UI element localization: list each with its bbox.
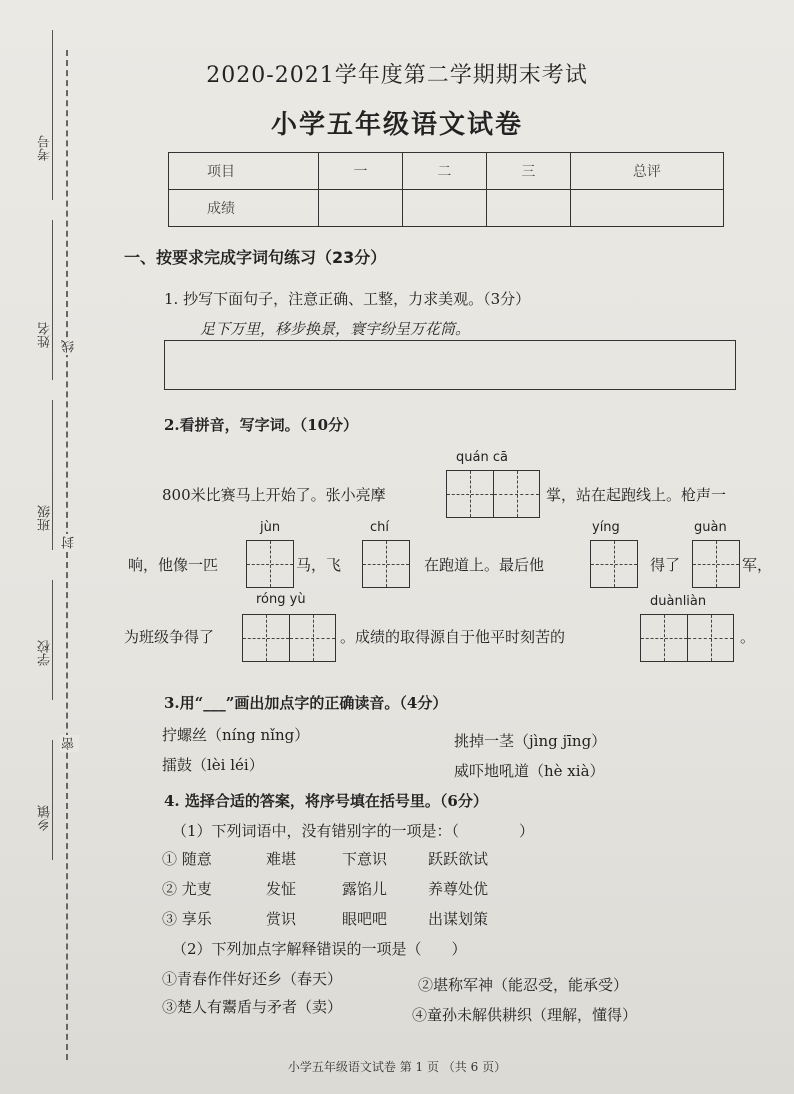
pinyin-label: róng yù: [256, 592, 306, 607]
binding-underline: [52, 400, 53, 550]
question-4-sub2[interactable]: （2）下列加点字解释错误的一项是（ ）: [172, 940, 467, 958]
score-table-cell: 成绩: [169, 190, 319, 227]
question-2-line1-text: 掌，站在起跑线上。枪声一: [546, 486, 727, 504]
pinyin-label: jùn: [260, 520, 281, 535]
question-2-line2-text: 军，: [742, 556, 773, 574]
score-table-cell: 项目: [169, 153, 319, 190]
exam-title: 2020-2021学年度第二学期期末考试: [206, 63, 588, 88]
option-word: 下意识: [342, 850, 388, 868]
question-2-line1-text: 800米比赛马上开始了。张小亮摩: [162, 486, 386, 504]
pinyin-label: chí: [370, 520, 389, 535]
score-table-cell: 三: [486, 153, 570, 190]
question-1-answer-box[interactable]: [164, 340, 736, 390]
option-word: ③ 享乐: [162, 910, 212, 928]
option-word: ① 随意: [162, 850, 212, 868]
question-2-line2-text: 马，飞: [296, 556, 342, 574]
option-word: 跃跃欲试: [428, 850, 489, 868]
question-2-line2-text: 在跑道上。最后他: [424, 556, 545, 574]
question-4-sub1[interactable]: （1）下列词语中，没有错别字的一项是：（ ）: [172, 822, 535, 840]
question-2-line3-text: 为班级争得了: [124, 628, 215, 646]
binding-word-seal: 封: [62, 536, 77, 549]
question-3-item[interactable]: 拧螺丝（níng nǐng）: [162, 726, 310, 744]
binding-label-township: 乡镇: [38, 805, 53, 831]
option-word: 难堪: [266, 850, 297, 868]
question-3-prompt: 3.用“___”画出加点字的正确读音。（4分）: [164, 694, 448, 712]
binding-underline: [52, 740, 53, 860]
score-table-score-row: [169, 190, 724, 227]
score-table-cell: 总评: [570, 153, 723, 190]
pinyin-label: duànliàn: [650, 594, 707, 609]
binding-label-name: 姓名: [38, 322, 53, 348]
option-word: 发怔: [266, 880, 297, 898]
question-1-sentence: 足下万里，移步换景，寰宇纷呈万花筒。: [200, 320, 471, 338]
question-4-prompt: 4. 选择合适的答案，将序号填在括号里。（6分）: [164, 792, 488, 810]
main-title: 小学五年级语文试卷: [270, 110, 523, 140]
section-title: 一、按要求完成字词句练习（23分）: [124, 248, 387, 267]
binding-label-school: 学校: [38, 640, 53, 666]
pinyin-label: quán cā: [456, 450, 508, 465]
option-word: 出谋划策: [428, 910, 489, 928]
option-word: 露馅儿: [342, 880, 388, 898]
binding-word-line: 线: [62, 340, 77, 353]
tianzige-answer-box[interactable]: [362, 540, 410, 588]
score-input-cell[interactable]: [570, 190, 723, 227]
page-footer: 小学五年级语文试卷 第 1 页 （共 6 页）: [287, 1060, 507, 1074]
pinyin-label: yíng: [592, 520, 620, 535]
score-table-cell: 一: [319, 153, 403, 190]
option-item: ③楚人有鬻盾与矛者（卖）: [162, 998, 343, 1016]
binding-label-class: 班级: [38, 505, 53, 531]
option-word: ② 尤叓: [162, 880, 212, 898]
tianzige-answer-box[interactable]: [640, 614, 734, 662]
score-table-header-row: [169, 153, 724, 190]
option-item: ①青春作伴好还乡（春天）: [162, 970, 343, 988]
tianzige-answer-box[interactable]: [446, 470, 540, 518]
question-2-line2-text: 响，他像一匹: [128, 556, 219, 574]
question-1-prompt: 1. 抄写下面句子，注意正确、工整，力求美观。（3分）: [164, 290, 531, 308]
score-table-cell: 二: [402, 153, 486, 190]
binding-dashed-line: [66, 50, 68, 1060]
option-item: ②堪称军神（能忍受，能承受）: [418, 976, 629, 994]
binding-word-secret: 密: [62, 737, 77, 750]
tianzige-answer-box[interactable]: [590, 540, 638, 588]
option-item: ④童孙未解供耕织（理解，懂得）: [412, 1006, 638, 1024]
tianzige-answer-box[interactable]: [246, 540, 294, 588]
binding-underline: [52, 580, 53, 700]
question-3-item[interactable]: 挑掉一茎（jìng jīng）: [454, 732, 607, 750]
binding-underline: [52, 220, 53, 380]
option-word: 眼吧吧: [342, 910, 388, 928]
pinyin-label: guàn: [694, 520, 727, 535]
question-3-item[interactable]: 威吓地吼道（hè xià）: [454, 762, 605, 780]
score-table: [168, 152, 724, 227]
option-word: 赏识: [266, 910, 297, 928]
score-input-cell[interactable]: [402, 190, 486, 227]
option-word: 养尊处优: [428, 880, 489, 898]
question-2-line3-text: 。成绩的取得源自于他平时刻苦的: [340, 628, 566, 646]
binding-label-exam-number: 考号: [38, 135, 53, 161]
tianzige-answer-box[interactable]: [242, 614, 336, 662]
question-2-prompt: 2.看拼音，写字词。（10分）: [164, 416, 359, 434]
question-3-item[interactable]: 擂鼓（lèi léi）: [162, 756, 264, 774]
question-2-line3-text: 。: [740, 628, 756, 646]
question-2-line2-text: 得了: [650, 556, 681, 574]
tianzige-answer-box[interactable]: [692, 540, 740, 588]
score-input-cell[interactable]: [486, 190, 570, 227]
score-input-cell[interactable]: [319, 190, 403, 227]
